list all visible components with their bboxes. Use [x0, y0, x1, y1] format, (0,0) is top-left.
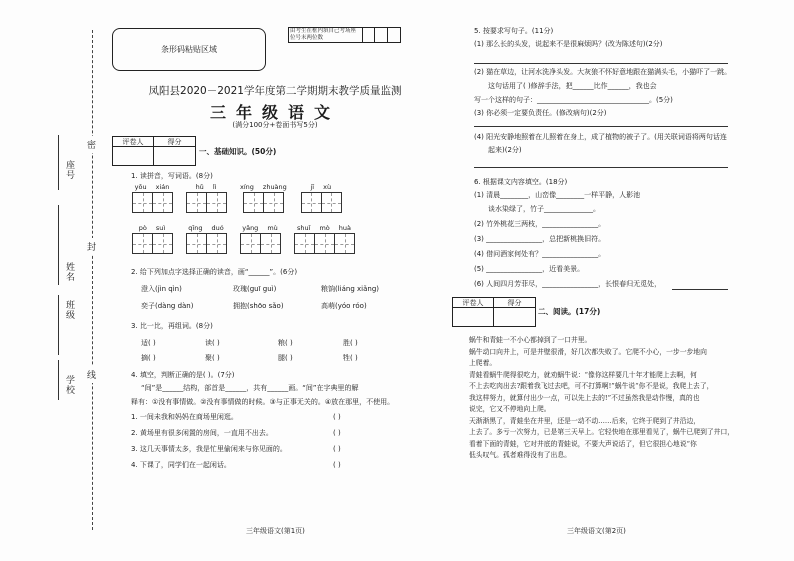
pinyin-group [240, 224, 280, 254]
answer-blank[interactable]: ( ) [333, 461, 341, 469]
pinyin-group [301, 183, 341, 213]
char-box[interactable] [152, 233, 173, 254]
passage-line: 蜗牛和青蛙一不小心都掉到了一口井里。 [469, 336, 592, 344]
field-line [58, 135, 59, 190]
seat-number-cell[interactable] [375, 28, 387, 42]
q5-item: (4) 阳光安静地照着在儿照着在身上，成了植物的被子了。(用关联词语将两句话连 [474, 133, 727, 141]
q5-item: (1) 那么长的头发，说起来不是很麻烦吗？(改为陈述句)(2分) [474, 40, 663, 48]
q3-item[interactable]: 粮( ) [278, 339, 293, 347]
answer-blank[interactable]: ( ) [333, 445, 341, 453]
name-label: 姓名 [64, 262, 74, 282]
question-1: 1. 读拼音，写词语。(8分) [131, 172, 213, 180]
binding-margin [0, 0, 105, 561]
char-box[interactable] [294, 233, 315, 254]
char-box[interactable] [132, 192, 153, 213]
q6-item: (4) 借问酒家何处有？________________。 [474, 250, 606, 258]
score-label: 得分 [494, 298, 535, 308]
q4-text: “间”是______结构，部首是______，共有______画。“间”在字典里的解 [141, 384, 359, 392]
field-line [58, 360, 59, 400]
barcode-label: 条形码粘贴区域 [161, 45, 217, 54]
score-cell[interactable] [154, 147, 195, 165]
q6-item: (3) ________________，总把新桃换旧符。 [474, 235, 606, 243]
grader-cell[interactable] [113, 147, 154, 165]
passage-line: 说完，它又不停地向上爬。 [469, 405, 551, 413]
barcode-area [112, 28, 266, 71]
question-2: 2. 给下列加点字选择正确的读音，画“______”。(6分) [131, 268, 298, 276]
char-box[interactable] [243, 192, 264, 213]
q3-item[interactable]: 摘( ) [141, 354, 156, 362]
q5-item: (2) 猫在草边，让河水洗净头发。大灰狼不怀好意地跟在猫满头毛，小猫吓了一跳。 [474, 68, 732, 76]
question-4: 4. 填空，判断正确的是( )。(7分) [131, 371, 235, 379]
char-box[interactable] [132, 233, 153, 254]
seat-number-note: 由考生在框内填自己考场座位号末两位数 [289, 28, 363, 42]
seat-number-cell[interactable] [388, 28, 400, 42]
pinyin-text: pò suì [138, 224, 166, 232]
exam-title: 凤阳县2020－2021学年度第二学期期末教学质量监测 [148, 85, 402, 97]
q3-item[interactable]: 胜( ) [343, 339, 358, 347]
q2-item: 澄入(jìn qìn) [141, 285, 182, 293]
char-box[interactable] [152, 192, 173, 213]
seat-number-cell[interactable] [363, 28, 375, 42]
q2-item: 玫瑰(guī guì) [233, 285, 277, 293]
answer-line[interactable] [474, 126, 728, 127]
question-6: 6. 根据课文内容填空。(18分) [474, 178, 568, 186]
q5-item: 这句话用了( )修辞手法，把______比作______，我也会 [488, 82, 657, 90]
q3-item[interactable]: 腿( ) [278, 354, 293, 362]
pinyin-group [240, 183, 287, 213]
pinyin-text: hǔ lì [195, 183, 217, 191]
school-label: 学校 [64, 375, 74, 395]
passage-line: 青蛙看蜗牛爬得很吃力，就劝蜗牛说：“像你这样要几十年才能爬上去啊，何 [469, 370, 697, 379]
answer-line[interactable] [474, 167, 728, 168]
seal-char: 封 [87, 238, 96, 255]
section-title: 二、阅读。(17分) [538, 307, 601, 316]
char-box[interactable] [240, 233, 261, 254]
char-box[interactable] [186, 192, 207, 213]
q5-item: (3) 你必须一定要负责任。(修改病句)(2分) [474, 109, 607, 117]
field-line [58, 295, 59, 355]
answer-blank[interactable]: ( ) [333, 413, 341, 421]
pinyin-text: xíng zhuàng [240, 183, 287, 191]
q3-item[interactable]: 读( ) [205, 339, 220, 347]
q4-item: 4. 下课了，同学们在一起闲话。 [131, 461, 231, 469]
q6-item: (2) 竹外桃花三两枝，________________。 [474, 220, 606, 228]
pinyin-group [186, 224, 226, 254]
passage-line: 天渐渐黑了，青蛙坐在井里，还是一动不动……后来，它终于爬到了井沿边， [469, 416, 701, 425]
char-box[interactable] [186, 233, 207, 254]
q6-item: (6) 人间四月芳菲尽，________________，长恨春归无觅处， [474, 280, 662, 288]
passage-line: 我这样努力，就算付出少一点，可以先上去的!”不过虽然我是动作慢，真的也 [469, 393, 700, 402]
page-footer: 三年级语文(第1页) [246, 527, 305, 535]
q5-item: 起来)(2分) [488, 146, 522, 154]
pinyin-group [132, 224, 172, 254]
pinyin-text: qīng duó [188, 224, 224, 232]
score-note: (满分100分+卷面书写5分) [232, 121, 318, 129]
pinyin-text: yǎng mù [242, 224, 278, 232]
pinyin-group [294, 224, 354, 254]
q3-item[interactable]: 适( ) [141, 339, 156, 347]
answer-line[interactable] [474, 63, 728, 64]
q3-item[interactable]: 聚( ) [205, 354, 220, 362]
field-line [58, 205, 59, 285]
q5-item: 写一个这样的句子：________________________________。(5分) [474, 96, 673, 104]
q4-item: 3. 这几天事情太多，我是忙里偷闲来与你见面的。 [131, 445, 287, 453]
char-box[interactable] [314, 233, 335, 254]
grader-cell[interactable] [453, 308, 494, 326]
q4-item: 1. 一间未我和妈妈在商场里闲逛。 [131, 413, 238, 421]
char-box[interactable] [321, 192, 342, 213]
seat-number-box [288, 27, 401, 43]
q6-item: (1) 清晨________，山峦像________一样平静，人影池 [474, 191, 641, 199]
seal-char: 线 [87, 366, 96, 383]
score-label: 得分 [154, 137, 195, 147]
answer-line[interactable] [672, 289, 728, 290]
q2-item: 粮饷(liáng xiǎng) [321, 285, 380, 293]
q2-item: 拥抱(shōo sǎo) [233, 302, 284, 310]
pinyin-text: jī xù [310, 183, 332, 191]
score-cell[interactable] [494, 308, 535, 326]
pinyin-text: shuǐ mò huà [297, 224, 351, 232]
score-box [452, 297, 536, 327]
subject-title: 三年级语文 [209, 103, 340, 122]
char-box[interactable] [206, 192, 227, 213]
pinyin-text: yōu xián [134, 183, 170, 191]
char-box[interactable] [263, 192, 284, 213]
passage-line: 蜗牛动口向井上，可是井壁很滑，好几次都失败了。它爬不小心，一步一步地向 [469, 347, 707, 356]
reading-passage [469, 335, 739, 462]
grader-label: 评卷人 [113, 137, 154, 147]
q4-text: 释有：①没有事情做。②没有事情做的时候。③与正事无关的。④放在那里，不使用。 [131, 398, 395, 406]
char-box[interactable] [260, 233, 281, 254]
seal-char: 密 [87, 136, 96, 153]
pinyin-row [132, 183, 341, 213]
question-5: 5. 按要求写句子。(11分) [474, 27, 554, 35]
q4-item: 2. 黄场里有很多闲置的房间，一直用不出去。 [131, 429, 273, 437]
question-3: 3. 比一比，再组词。(8分) [131, 322, 213, 330]
grader-label: 评卷人 [453, 298, 494, 308]
q6-item: 谈水染绿了，竹子______________。 [488, 205, 600, 213]
char-box[interactable] [334, 233, 355, 254]
pinyin-group [186, 183, 226, 213]
char-box[interactable] [206, 233, 227, 254]
seat-label: 座号 [64, 160, 74, 180]
section-title: 一、基础知识。(50分) [199, 147, 277, 156]
q3-item[interactable]: 牲( ) [343, 354, 358, 362]
q2-item: 奕子(dàng dàn) [141, 302, 194, 310]
q2-item: 高萌(yóo róo) [321, 302, 367, 310]
passage-line: 看着下面的青蛙，它对井底的青蛙说，不要大声说话了，但它很担心地说“你 [469, 439, 697, 448]
passage-line: 低头叹气。孤者难得没有了出息。 [469, 451, 571, 459]
answer-blank[interactable]: ( ) [333, 429, 341, 437]
page-footer: 三年级语文(第2页) [567, 527, 626, 535]
pinyin-row [132, 224, 354, 254]
char-box[interactable] [301, 192, 322, 213]
q6-item: (5) ________________，近看美景。 [474, 265, 585, 273]
pinyin-group [132, 183, 172, 213]
passage-line: 上去了。多亏一次努力，已是第三天早上。它轻快地在那里看见了，蜗牛已爬到了井口， [469, 428, 735, 436]
passage-line: 上爬着。 [469, 359, 497, 367]
passage-line: 不上去吃肉出去?跟着我飞过去吧，可不打算啊!”蜗牛说“你不是说，我爬上去了， [469, 382, 714, 390]
class-label: 班级 [64, 300, 74, 320]
score-box [112, 136, 196, 166]
